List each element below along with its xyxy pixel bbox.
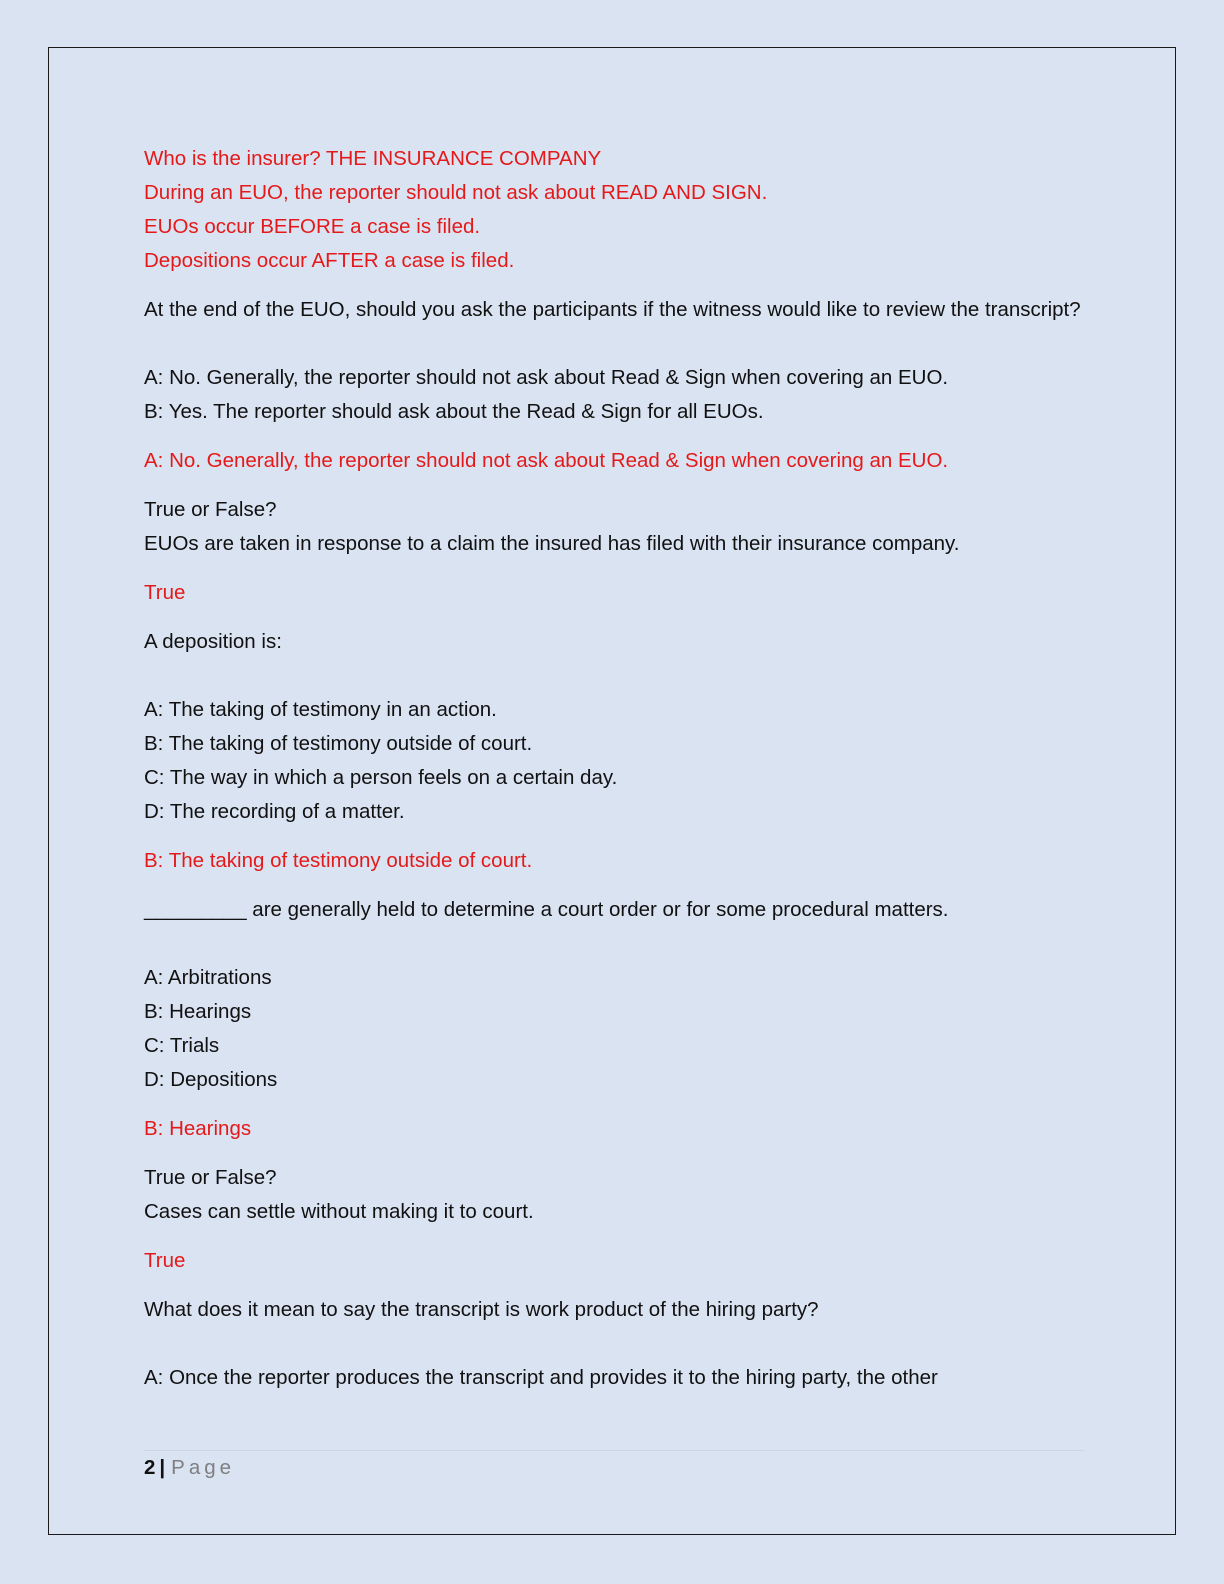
- intro-line: Who is the insurer? THE INSURANCE COMPANY: [144, 147, 602, 170]
- q5-statement: Cases can settle without making it to court.: [144, 1200, 534, 1223]
- q4-option-d: D: Depositions: [144, 1068, 278, 1091]
- intro-line: Depositions occur AFTER a case is filed.: [144, 249, 515, 272]
- page-label: Page: [171, 1456, 236, 1479]
- q6-option-a: A: Once the reporter produces the transcript and provides it to the hiring party, the other: [144, 1366, 938, 1389]
- q1-option-b: B: Yes. The reporter should ask about the Read & Sign for all EUOs.: [144, 400, 764, 423]
- page-number: 2: [144, 1456, 156, 1479]
- q4-option-c: C: Trials: [144, 1034, 220, 1057]
- footer-separator: |: [159, 1456, 166, 1479]
- q3-option-a: A: The taking of testimony in an action.: [144, 698, 497, 721]
- page-footer: [144, 1454, 235, 1482]
- q4-answer: B: Hearings: [144, 1117, 252, 1140]
- q3-option-d: D: The recording of a matter.: [144, 800, 405, 823]
- q5-prompt: True or False?: [144, 1166, 277, 1189]
- q1-option-a: A: No. Generally, the reporter should not ask about Read & Sign when covering an EUO.: [144, 366, 949, 389]
- intro-line: During an EUO, the reporter should not ask about READ AND SIGN.: [144, 181, 768, 204]
- question-3: A deposition is:: [144, 630, 282, 653]
- q4-option-b: B: Hearings: [144, 1000, 252, 1023]
- question-6: What does it mean to say the transcript is work product of the hiring party?: [144, 1298, 819, 1321]
- q3-option-c: C: The way in which a person feels on a certain day.: [144, 766, 618, 789]
- intro-line: EUOs occur BEFORE a case is filed.: [144, 215, 481, 238]
- question-4: _________ are generally held to determine a court order or for some procedural matters.: [144, 898, 949, 921]
- q3-answer: B: The taking of testimony outside of court.: [144, 849, 533, 872]
- q4-option-a: A: Arbitrations: [144, 966, 272, 989]
- q2-answer: True: [144, 581, 186, 604]
- q5-answer: True: [144, 1249, 186, 1272]
- page-content: [144, 142, 1084, 1395]
- q2-prompt: True or False?: [144, 498, 277, 521]
- footer-divider: [144, 1450, 1084, 1451]
- q1-answer: A: No. Generally, the reporter should not ask about Read & Sign when covering an EUO.: [144, 449, 949, 472]
- question-1: At the end of the EUO, should you ask the participants if the witness would like to review the transcript?: [144, 298, 1081, 321]
- q2-statement: EUOs are taken in response to a claim the insured has filed with their insurance company.: [144, 532, 960, 555]
- q3-option-b: B: The taking of testimony outside of court.: [144, 732, 533, 755]
